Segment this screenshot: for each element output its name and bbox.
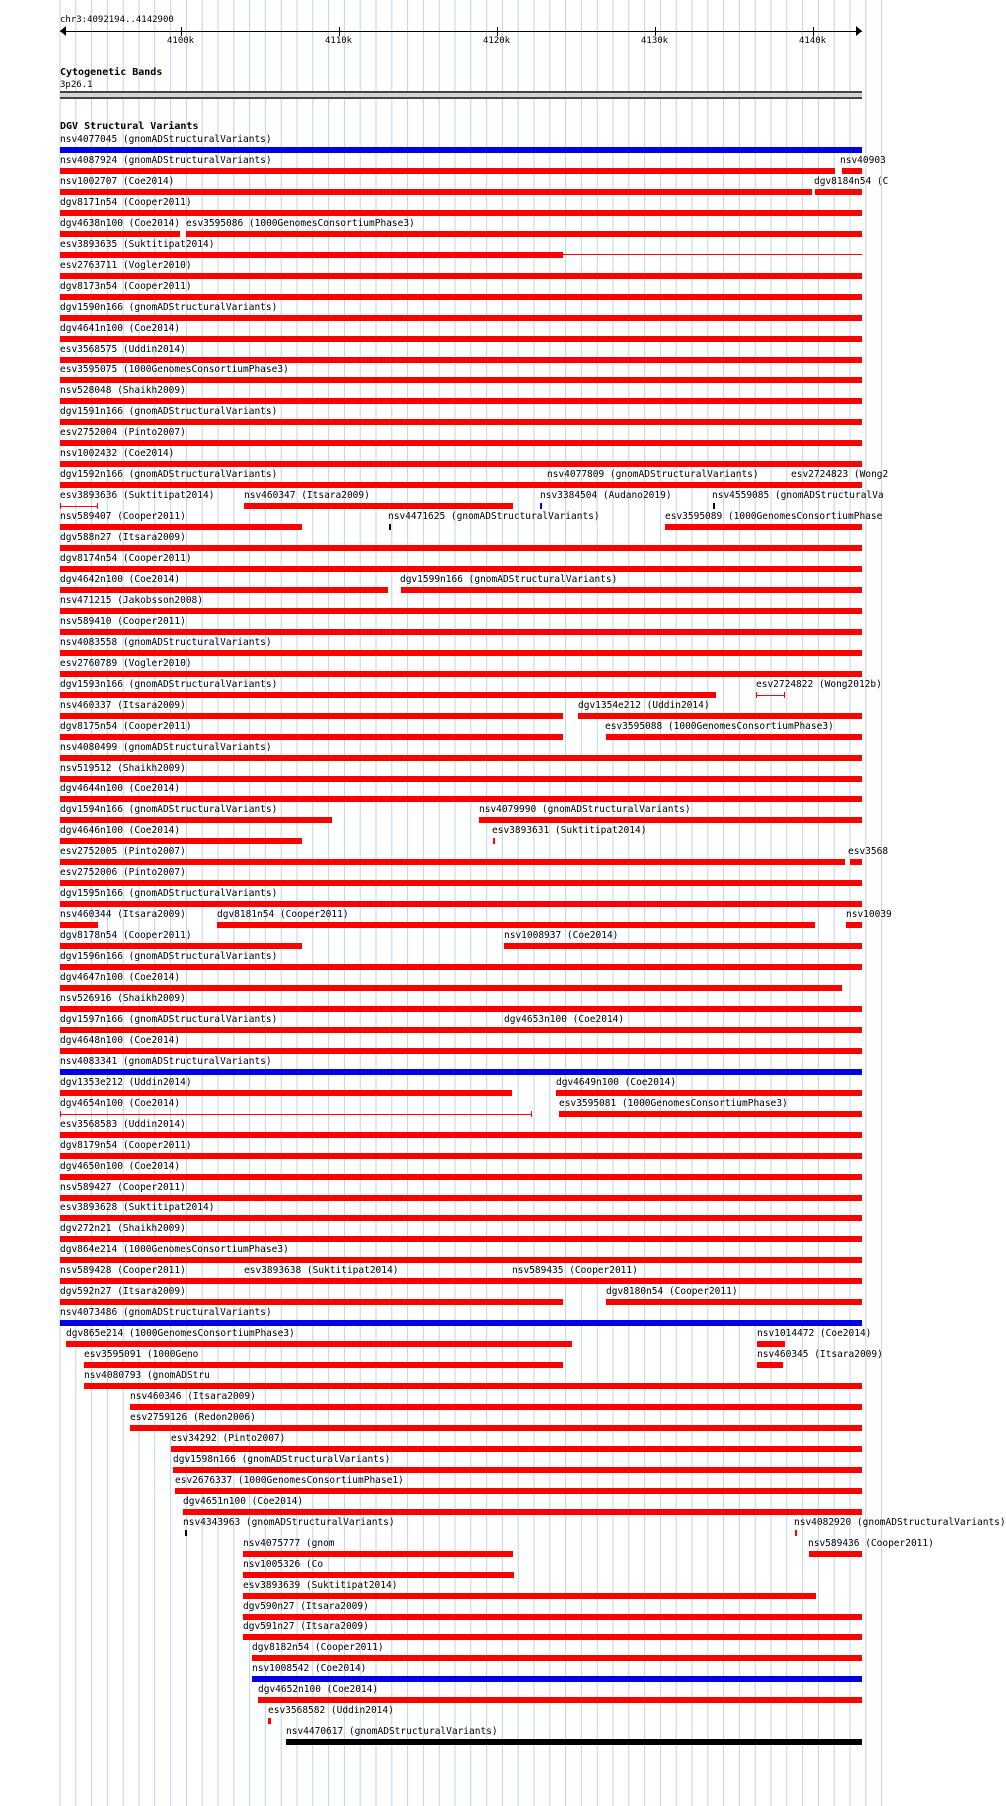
dgv-feature-label[interactable]: nsv589410 (Cooper2011)	[60, 615, 186, 627]
dgv-feature-bar[interactable]	[401, 587, 862, 593]
dgv-feature-label[interactable]: nsv589427 (Cooper2011)	[60, 1181, 186, 1193]
dgv-feature-bar[interactable]	[243, 1614, 862, 1620]
dgv-feature-label[interactable]: esv34292 (Pinto2007)	[171, 1432, 286, 1444]
dgv-feature-label[interactable]: dgv8181n54 (Cooper2011)	[217, 909, 349, 921]
dgv-feature-label[interactable]: esv3893638 (Suktitipat2014)	[244, 1265, 399, 1277]
dgv-feature-bar[interactable]	[60, 1006, 862, 1012]
dgv-feature-label[interactable]: dgv590n27 (Itsara2009)	[243, 1600, 369, 1612]
dgv-feature-label[interactable]: dgv4649n100 (Coe2014)	[556, 1076, 677, 1088]
dgv-feature-label[interactable]: nsv1002707 (Coe2014)	[60, 175, 175, 187]
dgv-feature-bar[interactable]	[244, 1278, 302, 1284]
dgv-feature-bar[interactable]	[60, 1048, 862, 1054]
dgv-feature-bar[interactable]	[60, 985, 842, 991]
dgv-feature-label[interactable]: dgv8178n54 (Cooper2011)	[60, 930, 192, 942]
dgv-feature-bar[interactable]	[606, 1299, 862, 1305]
dgv-feature-label[interactable]: dgv592n27 (Itsara2009)	[60, 1286, 186, 1298]
dgv-feature-label[interactable]: esv3568	[848, 846, 889, 858]
ruler-locus-label: chr3:4092194..4142900	[60, 15, 174, 25]
dgv-feature-bar[interactable]	[173, 1467, 862, 1473]
dgv-feature-label[interactable]: dgv1591n166 (gnomADStructuralVariants)	[60, 406, 278, 418]
dgv-feature-bar[interactable]	[60, 189, 812, 195]
dgv-feature-label[interactable]: dgv4646n100 (Coe2014)	[60, 825, 181, 837]
dgv-feature-label[interactable]: dgv865e214 (1000GenomesConsortiumPhase3)	[66, 1328, 295, 1340]
dgv-feature-label[interactable]: nsv4075777 (gnom	[243, 1537, 335, 1549]
dgv-feature-bar[interactable]	[60, 398, 862, 404]
dgv-feature-bar[interactable]	[60, 922, 98, 928]
dgv-feature-label[interactable]: dgv4648n100 (Coe2014)	[60, 1034, 181, 1046]
dgv-feature-bar[interactable]	[815, 189, 862, 195]
dgv-feature-bar[interactable]	[171, 1446, 862, 1452]
dgv-feature-bar[interactable]	[60, 1236, 862, 1242]
dgv-feature-bar[interactable]	[60, 1069, 862, 1075]
dgv-feature-bar[interactable]	[60, 231, 180, 237]
dgv-feature-bar[interactable]	[60, 252, 563, 258]
dgv-feature-label[interactable]: dgv8171n54 (Cooper2011)	[60, 196, 192, 208]
dgv-feature-bar[interactable]	[504, 943, 862, 949]
dgv-feature-label[interactable]: nsv10039	[846, 909, 892, 921]
dgv-feature-label[interactable]: esv3595089 (1000GenomesConsortiumPhase	[665, 511, 883, 523]
dgv-feature-label[interactable]: dgv4642n100 (Coe2014)	[60, 573, 181, 585]
dgv-feature-bar[interactable]	[60, 461, 862, 467]
dgv-feature-bar[interactable]	[175, 1488, 862, 1494]
dgv-feature-endcap	[60, 1111, 61, 1117]
dgv-feature-label[interactable]: esv2752005 (Pinto2007)	[60, 846, 186, 858]
dgv-feature-label[interactable]: nsv4073486 (gnomADStructuralVariants)	[60, 1307, 272, 1319]
dgv-feature-bar[interactable]	[84, 1362, 563, 1368]
dgv-feature-bar[interactable]	[60, 1195, 862, 1201]
dgv-feature-bar[interactable]	[665, 524, 862, 530]
dgv-feature-label[interactable]: esv2759126 (Redon2006)	[130, 1411, 256, 1423]
dgv-feature-label[interactable]: esv3595081 (1000GenomesConsortiumPhase3)	[559, 1097, 788, 1109]
dgv-feature-label[interactable]: dgv1598n166 (gnomADStructuralVariants)	[173, 1453, 391, 1465]
dgv-feature-label[interactable]: dgv1354e212 (Uddin2014)	[578, 699, 710, 711]
dgv-feature-endcap	[531, 1111, 532, 1117]
ruler-left-arrow	[60, 26, 66, 36]
dgv-feature-label[interactable]: nsv528048 (Shaikh2009)	[60, 385, 186, 397]
dgv-feature-endcap	[784, 692, 785, 698]
dgv-feature-label[interactable]: dgv8179n54 (Cooper2011)	[60, 1139, 192, 1151]
dgv-feature-bar[interactable]	[60, 734, 563, 740]
dgv-feature-bar[interactable]	[60, 336, 862, 342]
dgv-feature-label[interactable]: nsv471215 (Jakobsson2008)	[60, 594, 203, 606]
dgv-feature-label[interactable]: esv2763711 (Vogler2010)	[60, 259, 192, 271]
dgv-feature-label[interactable]: dgv1592n166 (gnomADStructuralVariants)	[60, 469, 278, 481]
ruler-tick-label: 4140k	[799, 36, 827, 46]
dgv-feature-label[interactable]: nsv4082920 (gnomADStructuralVariants)	[794, 1516, 1006, 1528]
dgv-feature-bar[interactable]	[60, 1132, 862, 1138]
dgv-feature-bar[interactable]	[809, 1551, 862, 1557]
dgv-feature-bar[interactable]	[842, 168, 862, 174]
dgv-feature-label[interactable]: dgv8174n54 (Cooper2011)	[60, 553, 192, 564]
dgv-feature-label[interactable]: dgv591n27 (Itsara2009)	[243, 1621, 369, 1633]
dgv-feature-label[interactable]: dgv4638n100 (Coe2014)	[60, 217, 181, 229]
dgv-feature-label[interactable]: nsv40903	[840, 154, 886, 166]
dgv-feature-label[interactable]: esv3568583 (Uddin2014)	[60, 1118, 186, 1130]
ruler-tick-label: 4110k	[325, 36, 353, 46]
ruler-tick-label: 4120k	[483, 36, 511, 46]
dgv-feature-label[interactable]: dgv1594n166 (gnomADStructuralVariants)	[60, 804, 278, 816]
dgv-feature-label[interactable]: nsv460346 (Itsara2009)	[130, 1391, 256, 1402]
dgv-feature-label[interactable]: nsv4079990 (gnomADStructuralVariants)	[479, 804, 691, 816]
dgv-feature-bar[interactable]	[60, 1320, 862, 1326]
dgv-feature-label[interactable]: esv3568575 (Uddin2014)	[60, 343, 186, 355]
dgv-feature-bar[interactable]	[550, 482, 553, 488]
dgv-feature-label[interactable]: dgv4653n100 (Coe2014)	[504, 1013, 625, 1025]
dgv-feature-label[interactable]: dgv864e214 (1000GenomesConsortiumPhase3)	[60, 1244, 289, 1256]
dgv-feature-label[interactable]: dgv272n21 (Shaikh2009)	[60, 1223, 186, 1235]
dgv-feature-bar[interactable]	[540, 503, 542, 509]
dgv-feature-bar[interactable]	[60, 776, 862, 782]
dgv-feature-bar[interactable]	[60, 608, 862, 614]
dgv-feature-bar[interactable]	[493, 838, 495, 844]
dgv-feature-bar[interactable]	[60, 1090, 512, 1096]
dgv-feature-bar[interactable]	[252, 1655, 862, 1661]
dgv-feature-bar[interactable]	[60, 147, 862, 153]
dgv-feature-bar[interactable]	[757, 1341, 785, 1347]
dgv-feature-label[interactable]: esv3595088 (1000GenomesConsortiumPhase3)	[605, 720, 834, 732]
dgv-feature-bar[interactable]	[60, 796, 862, 802]
dgv-feature-label[interactable]: esv3893635 (Suktitipat2014)	[60, 238, 215, 250]
dgv-feature-bar[interactable]	[60, 1114, 532, 1115]
dgv-feature-bar[interactable]	[60, 713, 563, 719]
ruler-tick-label: 4100k	[167, 36, 195, 46]
dgv-feature-label[interactable]: dgv8175n54 (Cooper2011)	[60, 720, 192, 732]
dgv-feature-label[interactable]: nsv1008937 (Coe2014)	[504, 930, 619, 942]
dgv-feature-bar[interactable]	[60, 315, 862, 321]
dgv-feature-bar[interactable]	[60, 964, 862, 970]
dgv-feature-label[interactable]: dgv1596n166 (gnomADStructuralVariants)	[60, 951, 278, 963]
dgv-feature-label[interactable]: esv2752004 (Pinto2007)	[60, 427, 186, 439]
dgv-feature-bar[interactable]	[60, 629, 862, 635]
dgv-feature-bar[interactable]	[479, 817, 862, 823]
dgv-feature-label[interactable]: esv2760789 (Vogler2010)	[60, 657, 192, 669]
dgv-feature-bar[interactable]	[243, 1634, 862, 1640]
dgv-feature-label[interactable]: nsv4343963 (gnomADStructuralVariants)	[183, 1516, 395, 1528]
dgv-feature-label[interactable]: esv2676337 (1000GenomesConsortiumPhase1)	[175, 1474, 404, 1486]
dgv-feature-bar[interactable]	[846, 922, 862, 928]
dgv-feature-bar[interactable]	[60, 880, 862, 886]
dgv-feature-label[interactable]: nsv4083558 (gnomADStructuralVariants)	[60, 636, 272, 648]
dgv-feature-bar[interactable]	[60, 755, 862, 761]
ruler-right-arrow	[856, 26, 862, 36]
dgv-feature-label[interactable]: nsv589436 (Cooper2011)	[808, 1537, 934, 1549]
dgv-feature-bar[interactable]	[84, 1383, 862, 1389]
dgv-feature-label[interactable]: esv3893639 (Suktitipat2014)	[243, 1579, 398, 1591]
dgv-feature-label[interactable]: dgv1597n166 (gnomADStructuralVariants)	[60, 1013, 278, 1025]
cytoband-label: 3p26.1	[60, 80, 93, 90]
dgv-feature-endcap	[793, 482, 794, 488]
dgv-feature-bar[interactable]	[60, 1153, 862, 1159]
dgv-feature-bar[interactable]	[60, 419, 862, 425]
dgv-feature-label[interactable]: nsv460345 (Itsara2009)	[757, 1349, 883, 1361]
dgv-feature-label[interactable]: dgv4652n100 (Coe2014)	[258, 1684, 379, 1696]
dgv-feature-bar[interactable]	[60, 506, 98, 507]
dgv-feature-label[interactable]: nsv4559085 (gnomADStructuralVa	[712, 490, 884, 502]
dgv-feature-bar[interactable]	[252, 1676, 862, 1682]
dgv-feature-bar[interactable]	[556, 1090, 862, 1096]
dgv-feature-bar[interactable]	[60, 1174, 862, 1180]
dgv-feature-label[interactable]: dgv4651n100 (Coe2014)	[183, 1495, 304, 1507]
dgv-feature-bar[interactable]	[389, 524, 391, 530]
dgv-feature-bar[interactable]	[130, 1425, 862, 1431]
dgv-feature-label[interactable]: dgv1593n166 (gnomADStructuralVariants)	[60, 678, 278, 690]
dgv-feature-bar[interactable]	[244, 503, 513, 509]
dgv-feature-label[interactable]: nsv4080499 (gnomADStructuralVariants)	[60, 741, 272, 753]
dgv-feature-label[interactable]: esv2752006 (Pinto2007)	[60, 867, 186, 879]
dgv-feature-bar[interactable]	[559, 1111, 862, 1117]
dgv-feature-bar[interactable]	[60, 440, 862, 446]
dgv-feature-label[interactable]: nsv4470617 (gnomADStructuralVariants)	[286, 1726, 498, 1738]
dgv-feature-bar[interactable]	[258, 1697, 862, 1703]
dgv-feature-bar[interactable]	[60, 566, 862, 572]
dgv-feature-label[interactable]: dgv8180n54 (Cooper2011)	[606, 1286, 738, 1298]
dgv-feature-label[interactable]: nsv460344 (Itsara2009)	[60, 909, 186, 921]
dgv-feature-label[interactable]: nsv4083341 (gnomADStructuralVariants)	[60, 1055, 272, 1067]
dgv-feature-label[interactable]: esv3568582 (Uddin2014)	[268, 1705, 394, 1717]
dgv-feature-bar[interactable]	[186, 231, 862, 237]
dgv-feature-bar[interactable]	[795, 1530, 797, 1536]
dgv-feature-bar[interactable]	[60, 901, 862, 907]
dgv-feature-label[interactable]: nsv1002432 (Coe2014)	[60, 448, 175, 460]
dgv-feature-label[interactable]: nsv519512 (Shaikh2009)	[60, 762, 186, 774]
dgv-feature-label[interactable]: nsv4077809 (gnomADStructuralVariants)	[547, 469, 759, 481]
dgv-feature-bar[interactable]	[185, 1530, 187, 1536]
dgv-feature-bar[interactable]	[756, 695, 785, 696]
dgv-feature-bar[interactable]	[60, 524, 302, 530]
dgv-feature-label[interactable]: esv2724822 (Wong2012b)	[756, 678, 882, 690]
dgv-feature-bar[interactable]	[578, 713, 862, 719]
cytoband-bar[interactable]	[60, 91, 862, 99]
dgv-feature-bar[interactable]	[60, 545, 862, 551]
dgv-feature-label[interactable]: dgv4641n100 (Coe2014)	[60, 322, 181, 334]
dgv-feature-label[interactable]: esv3893628 (Suktitipat2014)	[60, 1202, 215, 1214]
dgv-feature-label[interactable]: esv3893631 (Suktitipat2014)	[492, 825, 647, 837]
dgv-feature-bar[interactable]	[217, 922, 815, 928]
dgv-feature-label[interactable]: dgv8184n54 (C	[814, 175, 889, 187]
dgv-feature-label[interactable]: nsv1008542 (Coe2014)	[252, 1663, 367, 1675]
dgv-feature-endcap	[97, 503, 98, 509]
dgv-feature-bar[interactable]	[60, 294, 862, 300]
dgv-feature-bar[interactable]	[512, 1278, 862, 1284]
dgv-feature-bar[interactable]	[130, 1404, 862, 1410]
dgv-feature-label[interactable]: esv2724823 (Wong2	[791, 469, 889, 481]
dgv-feature-label[interactable]: dgv4644n100 (Coe2014)	[60, 783, 181, 795]
dgv-feature-label[interactable]: nsv4077045 (gnomADStructuralVariants)	[60, 134, 272, 145]
dgv-feature-bar[interactable]	[243, 1572, 514, 1578]
dgv-feature-bar[interactable]	[60, 273, 862, 279]
dgv-feature-bar[interactable]	[60, 210, 862, 216]
cytobands-track-title: Cytogenetic Bands	[60, 67, 163, 78]
dgv-feature-bar[interactable]	[60, 692, 716, 698]
dgv-feature-label[interactable]: nsv589428 (Cooper2011)	[60, 1265, 186, 1277]
dgv-feature-bar[interactable]	[60, 943, 302, 949]
dgv-feature-bar[interactable]	[504, 1027, 862, 1033]
dgv-feature-bar[interactable]	[60, 1215, 862, 1221]
dgv-feature-bar[interactable]	[757, 1362, 783, 1368]
dgv-feature-label[interactable]: nsv589407 (Cooper2011)	[60, 511, 186, 523]
dgv-feature-bar[interactable]	[286, 1739, 862, 1745]
dgv-feature-label[interactable]: nsv4087924 (gnomADStructuralVariants)	[60, 154, 272, 166]
dgv-feature-bar[interactable]	[60, 650, 862, 656]
dgv-feature-bar[interactable]	[243, 1551, 513, 1557]
dgv-feature-label[interactable]: nsv4471625 (gnomADStructuralVariants)	[388, 511, 600, 523]
dgv-feature-label[interactable]: nsv526916 (Shaikh2009)	[60, 992, 186, 1004]
dgv-feature-bar[interactable]	[60, 377, 862, 383]
dgv-feature-bar[interactable]	[60, 168, 835, 174]
dgv-feature-label[interactable]: nsv1014472 (Coe2014)	[757, 1328, 872, 1340]
dgv-feature-label[interactable]: dgv4650n100 (Coe2014)	[60, 1160, 181, 1172]
dgv-feature-label[interactable]: dgv4654n100 (Coe2014)	[60, 1097, 181, 1109]
dgv-feature-label[interactable]: dgv8182n54 (Cooper2011)	[252, 1642, 384, 1654]
dgv-feature-bar[interactable]	[60, 1299, 563, 1305]
dgv-feature-bar[interactable]	[60, 357, 862, 363]
dgv-feature-label[interactable]: dgv1590n166 (gnomADStructuralVariants)	[60, 301, 278, 313]
dgv-track-title: DGV Structural Variants	[60, 121, 199, 132]
dgv-feature-label[interactable]: nsv3384504 (Audano2019)	[540, 490, 672, 502]
dgv-feature-label[interactable]: esv3595086 (1000GenomesConsortiumPhase3)	[186, 217, 415, 229]
dgv-feature-extension	[563, 254, 862, 255]
dgv-feature-bar[interactable]	[60, 1257, 862, 1263]
dgv-feature-label[interactable]: dgv8173n54 (Cooper2011)	[60, 280, 192, 292]
dgv-feature-bar[interactable]	[713, 503, 715, 509]
dgv-feature-label[interactable]: dgv1599n166 (gnomADStructuralVariants)	[400, 573, 618, 585]
dgv-feature-label[interactable]: nsv460347 (Itsara2009)	[244, 490, 370, 502]
dgv-feature-bar[interactable]	[606, 734, 862, 740]
dgv-feature-bar[interactable]	[60, 482, 862, 488]
dgv-feature-label[interactable]: esv3595091 (1000Geno	[84, 1349, 199, 1361]
dgv-feature-label[interactable]: dgv588n27 (Itsara2009)	[60, 532, 186, 544]
dgv-feature-label[interactable]: nsv4080793 (gnomADStru	[84, 1370, 210, 1382]
dgv-feature-bar[interactable]	[66, 1341, 572, 1347]
dgv-feature-label[interactable]: nsv1005326 (Co	[243, 1558, 324, 1570]
dgv-feature-endcap	[756, 692, 757, 698]
dgv-feature-bar[interactable]	[850, 859, 862, 865]
dgv-feature-bar[interactable]	[60, 817, 332, 823]
dgv-feature-endcap	[800, 482, 801, 488]
ruler-tick-label: 4130k	[641, 36, 669, 46]
dgv-feature-label[interactable]: esv3595075 (1000GenomesConsortiumPhase3)	[60, 364, 289, 376]
dgv-feature-label[interactable]: dgv4647n100 (Coe2014)	[60, 972, 181, 983]
dgv-feature-bar[interactable]	[60, 838, 302, 844]
dgv-feature-label[interactable]: nsv589435 (Cooper2011)	[512, 1265, 638, 1277]
dgv-feature-bar[interactable]	[243, 1593, 816, 1599]
dgv-feature-bar[interactable]	[183, 1509, 862, 1515]
dgv-feature-bar[interactable]	[60, 859, 845, 865]
dgv-feature-label[interactable]: esv3893636 (Suktitipat2014)	[60, 490, 215, 502]
dgv-feature-bar[interactable]	[60, 671, 862, 677]
dgv-feature-endcap	[60, 503, 61, 509]
dgv-feature-bar[interactable]	[60, 587, 388, 593]
dgv-feature-label[interactable]: nsv460337 (Itsara2009)	[60, 699, 186, 711]
dgv-feature-label[interactable]: dgv1353e212 (Uddin2014)	[60, 1076, 192, 1088]
dgv-feature-label[interactable]: dgv1595n166 (gnomADStructuralVariants)	[60, 888, 278, 900]
dgv-feature-bar[interactable]	[268, 1718, 271, 1724]
